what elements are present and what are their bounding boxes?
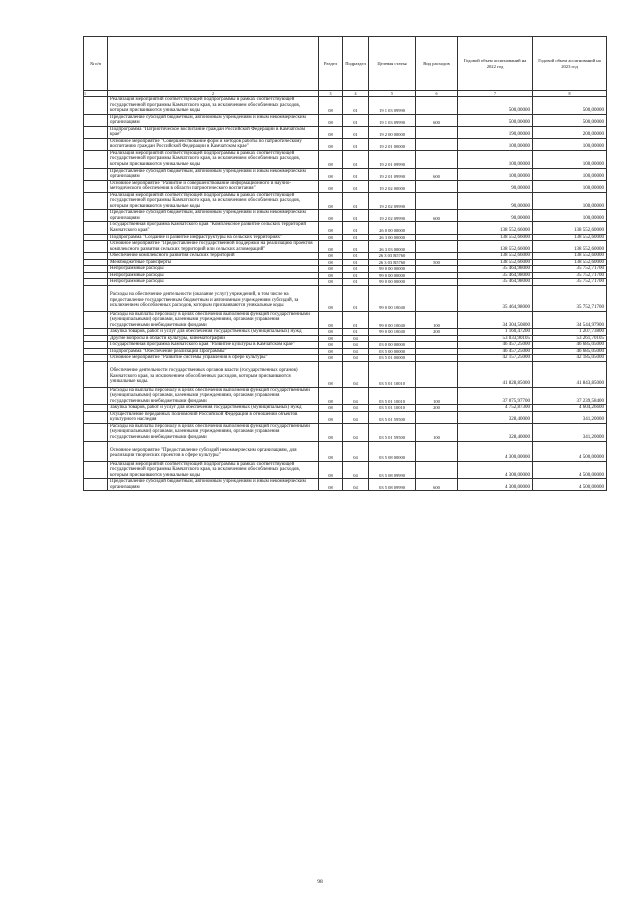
row-target-article: 26 3 03 00000 — [369, 241, 416, 253]
row-name: Предоставление субсидий бюджетным, автономным учреждениям и иным некоммерческим организациям — [108, 479, 319, 491]
row-target-article: 26 0 00 00000 — [369, 222, 416, 234]
row-volume-2023: 35 752,71700 — [533, 279, 607, 286]
table-row — [84, 479, 607, 491]
header-volume-2022: Годовой объем ассигнований на 2022 год — [458, 37, 533, 91]
row-subsection: 04 — [343, 411, 369, 423]
row-section: 08 — [319, 97, 343, 115]
row-name: Подпрограмма "Патриотическое воспитание граждан Российской Федерации в Камчатском крае" — [108, 126, 319, 138]
row-section: 08 — [319, 329, 343, 336]
header-expense-type: Вид расходов — [416, 37, 458, 91]
row-name: Закупка товаров, работ и услуг для обеспечения государственных (муниципальных) нужд — [108, 329, 319, 336]
row-expense-type: 100 — [416, 387, 458, 405]
row-name: Обеспечение деятельности государственных органов власти (государственных органов) Камчатского края, за исключением обособленных расходов, которым присваиваются уникальные коды. — [108, 361, 319, 387]
row-section: 08 — [319, 150, 343, 168]
row-subsection: 04 — [343, 479, 369, 491]
row-volume-2023: 138 552,60000 — [533, 259, 607, 266]
row-target-article: 19 2 00 00000 — [369, 126, 416, 138]
row-name: Расходы на выплаты персоналу в целях обеспечения выполнения функций государственными (муниципальными) органами, казенными учреждениями, органами управления государственными внебюджетными фондами — [108, 423, 319, 441]
row-subsection: 01 — [343, 126, 369, 138]
row-target-article: 26 3 03 R5760 — [369, 259, 416, 266]
row-volume-2023: 35 752,71700 — [533, 285, 607, 311]
row-target-article: 99 0 00 00000 — [369, 266, 416, 273]
row-volume-2023: 46 685,05000 — [533, 342, 607, 349]
row-name: Межбюджетные трансферты — [108, 259, 319, 266]
row-subsection: 01 — [343, 222, 369, 234]
row-expense-type — [416, 285, 458, 311]
row-name: Предоставление субсидий бюджетным, автономным учреждениям и иным некоммерческим организациям — [108, 168, 319, 180]
row-expense-type: 600 — [416, 479, 458, 491]
row-volume-2022: 100,00000 — [458, 168, 533, 180]
column-number: 7 — [458, 91, 533, 97]
row-volume-2022: 41 828,85000 — [458, 361, 533, 387]
row-expense-type: 100 — [416, 423, 458, 441]
row-name: Основное мероприятие "Развитие и совершенствование информационного и научно-методического обеспечения в области патриотического воспитания" — [108, 180, 319, 192]
row-subsection: 04 — [343, 335, 369, 342]
row-volume-2023: 500,00000 — [533, 97, 607, 115]
row-section: 08 — [319, 311, 343, 329]
row-volume-2023: 100,00000 — [533, 180, 607, 192]
row-volume-2023: 4 500,00000 — [533, 479, 607, 491]
header-subsection: Подраздел — [343, 37, 369, 91]
row-volume-2023: 1 207,73800 — [533, 329, 607, 336]
row-section: 08 — [319, 335, 343, 342]
row-expense-type — [416, 97, 458, 115]
row-number-cell — [84, 180, 108, 192]
row-section: 08 — [319, 114, 343, 126]
column-number: 6 — [416, 91, 458, 97]
row-target-article: 03 5 00 00000 — [369, 348, 416, 355]
row-target-article: 03 5 08 00000 — [369, 441, 416, 461]
column-number: 4 — [343, 91, 369, 97]
row-volume-2023: 35 752,71700 — [533, 272, 607, 279]
row-expense-type — [416, 222, 458, 234]
row-number-cell — [84, 114, 108, 126]
row-number-cell — [84, 461, 108, 479]
row-expense-type: 200 — [416, 405, 458, 412]
row-section: 08 — [319, 441, 343, 461]
row-subsection: 01 — [343, 192, 369, 210]
row-target-article: 19 2 02 09990 — [369, 192, 416, 210]
row-expense-type — [416, 180, 458, 192]
row-section: 08 — [319, 180, 343, 192]
row-volume-2023: 138 552,60000 — [533, 222, 607, 234]
row-section: 08 — [319, 423, 343, 441]
row-subsection: 01 — [343, 272, 369, 279]
row-number-cell — [84, 311, 108, 329]
row-number-cell — [84, 97, 108, 115]
row-name: Расходы на выплаты персоналу в целях обеспечения выполнения функций государственными (муниципальными) органами, казенными учреждениями, органами управления государственными внебюджетными фондами — [108, 311, 319, 329]
row-volume-2023: 34 544,97900 — [533, 311, 607, 329]
row-section: 08 — [319, 411, 343, 423]
row-number-cell — [84, 126, 108, 138]
row-volume-2022: 37 075,97700 — [458, 387, 533, 405]
row-subsection: 01 — [343, 97, 369, 115]
row-section: 08 — [319, 285, 343, 311]
row-volume-2023: 4 500,00000 — [533, 441, 607, 461]
row-target-article: 26 3 03 R5760 — [369, 253, 416, 260]
row-target-article: 99 0 00 00000 — [369, 279, 416, 286]
row-target-article: 26 3 00 00000 — [369, 234, 416, 241]
row-name: Непрограммные расходы — [108, 266, 319, 273]
row-number-cell — [84, 168, 108, 180]
row-volume-2022: 90,00000 — [458, 180, 533, 192]
row-expense-type — [416, 150, 458, 168]
table-row — [84, 411, 607, 423]
row-section: 08 — [319, 361, 343, 387]
row-volume-2023: 4 604,26600 — [533, 405, 607, 412]
table-row — [84, 180, 607, 192]
row-expense-type: 600 — [416, 114, 458, 126]
row-volume-2023: 200,00000 — [533, 126, 607, 138]
row-volume-2023: 100,00000 — [533, 168, 607, 180]
row-volume-2022: 34 304,50800 — [458, 311, 533, 329]
row-name: Закупка товаров, работ и услуг для обеспечения государственных (муниципальных) нужд — [108, 405, 319, 412]
column-number: 5 — [369, 91, 416, 97]
row-volume-2023: 41 843,85000 — [533, 361, 607, 387]
row-volume-2022: 4 300,00000 — [458, 461, 533, 479]
row-number-cell — [84, 241, 108, 253]
row-subsection: 01 — [343, 241, 369, 253]
table-row — [84, 126, 607, 138]
row-name: Предоставление субсидий бюджетным, автономным учреждениям и иным некоммерческим организациям — [108, 114, 319, 126]
header-section: Раздел — [319, 37, 343, 91]
row-name: Непрограммные расходы — [108, 272, 319, 279]
table-row — [84, 441, 607, 461]
row-expense-type — [416, 411, 458, 423]
row-subsection: 01 — [343, 114, 369, 126]
row-name: Реализация мероприятий соответствующей подпрограммы в рамках соответствующей государственной программы Камчатского края, за исключением обособленных расходов, которым присваиваются уникальные коды — [108, 461, 319, 479]
row-number-cell — [84, 479, 108, 491]
row-volume-2023: 53 261,70105 — [533, 335, 607, 342]
row-target-article: 03 5 01 59500 — [369, 423, 416, 441]
row-number-cell — [84, 441, 108, 461]
row-subsection: 01 — [343, 210, 369, 222]
row-section: 08 — [319, 234, 343, 241]
row-section: 08 — [319, 138, 343, 150]
row-subsection: 04 — [343, 441, 369, 461]
row-volume-2022: 35 464,98000 — [458, 279, 533, 286]
row-number-cell — [84, 411, 108, 423]
row-volume-2023: 35 752,71700 — [533, 266, 607, 273]
row-volume-2022: 90,00000 — [458, 210, 533, 222]
row-subsection: 01 — [343, 279, 369, 286]
row-volume-2022: 53 033,90105 — [458, 335, 533, 342]
row-volume-2022: 138 552,66000 — [458, 253, 533, 260]
row-name: Реализация мероприятий соответствующей подпрограммы в рамках соответствующей государственной программы Камчатского края, за исключением обособленных расходов, которым присваиваются уникальные коды — [108, 150, 319, 168]
row-section: 08 — [319, 342, 343, 349]
table-row — [84, 210, 607, 222]
row-volume-2023: 37 239,58400 — [533, 387, 607, 405]
row-volume-2022: 138 552,66000 — [458, 222, 533, 234]
row-subsection: 04 — [343, 348, 369, 355]
row-section: 08 — [319, 259, 343, 266]
row-volume-2022: 4 752,87300 — [458, 405, 533, 412]
row-section: 08 — [319, 272, 343, 279]
row-subsection: 01 — [343, 253, 369, 260]
table-row — [84, 423, 607, 441]
row-expense-type: 200 — [416, 329, 458, 336]
row-volume-2023: 46 685,05000 — [533, 348, 607, 355]
row-target-article: 03 5 08 09990 — [369, 461, 416, 479]
header-number: № п/п — [84, 37, 108, 91]
row-target-article: 03 5 08 09990 — [369, 479, 416, 491]
row-name: Государственная программа Камчатского края "Развитие культуры в Камчатском крае" — [108, 342, 319, 349]
table-row — [84, 285, 607, 311]
column-number: 3 — [319, 91, 343, 97]
row-volume-2022: 35 464,98000 — [458, 272, 533, 279]
row-volume-2022: 500,00000 — [458, 97, 533, 115]
row-target-article: 19 2 02 00000 — [369, 180, 416, 192]
row-section: 08 — [319, 168, 343, 180]
row-number-cell — [84, 222, 108, 234]
row-volume-2022: 138 552,66000 — [458, 259, 533, 266]
row-section: 08 — [319, 348, 343, 355]
row-volume-2023: 100,00000 — [533, 138, 607, 150]
row-name: Непрограммные расходы — [108, 279, 319, 286]
row-subsection: 01 — [343, 138, 369, 150]
row-section: 08 — [319, 387, 343, 405]
row-name: Реализация мероприятий соответствующей подпрограммы в рамках соответствующей государственной программы Камчатского края, за исключением обособленных расходов, которым присваиваются уникальные коды — [108, 192, 319, 210]
table-row — [84, 138, 607, 150]
budget-table — [83, 36, 607, 491]
row-subsection: 04 — [343, 361, 369, 387]
row-expense-type — [416, 441, 458, 461]
row-name: Реализация мероприятий соответствующей подпрограммы в рамках соответствующей государственной программы Камчатского края, за исключением обособленных расходов, которым присваиваются уникальные коды — [108, 97, 319, 115]
row-volume-2022: 100,00000 — [458, 150, 533, 168]
row-volume-2022: 46 457,25000 — [458, 342, 533, 349]
row-number-cell — [84, 423, 108, 441]
row-section: 08 — [319, 479, 343, 491]
row-name: Осуществление переданных полномочий Российской Федерации в отношении объектов культурного наследия — [108, 411, 319, 423]
row-subsection: 04 — [343, 355, 369, 362]
row-number-cell — [84, 192, 108, 210]
row-target-article: 19 2 01 09990 — [369, 150, 416, 168]
row-subsection: 04 — [343, 423, 369, 441]
table-header-row — [84, 37, 607, 91]
row-volume-2023: 341,20000 — [533, 423, 607, 441]
row-target-article: 99 0 00 10040 — [369, 285, 416, 311]
row-section: 08 — [319, 266, 343, 273]
row-target-article: 99 0 00 00000 — [369, 272, 416, 279]
row-name: Другие вопросы в области культуры, кинематографии — [108, 335, 319, 342]
table-row — [84, 461, 607, 479]
row-section: 08 — [319, 222, 343, 234]
row-expense-type: 500 — [416, 259, 458, 266]
row-name: Предоставление субсидий бюджетным, автономным учреждениям и иным некоммерческим организациям — [108, 210, 319, 222]
column-number: 2 — [108, 91, 319, 97]
row-volume-2023: 100,00000 — [533, 210, 607, 222]
row-name: Подпрограмма "Обеспечение реализации Программы" — [108, 348, 319, 355]
row-volume-2022: 138 552,66000 — [458, 241, 533, 253]
row-expense-type — [416, 361, 458, 387]
row-volume-2022: 190,00000 — [458, 126, 533, 138]
row-expense-type: 600 — [416, 210, 458, 222]
row-volume-2022: 328,40000 — [458, 411, 533, 423]
table-row — [84, 192, 607, 210]
row-volume-2023: 4 500,00000 — [533, 461, 607, 479]
row-expense-type — [416, 241, 458, 253]
row-expense-type — [416, 138, 458, 150]
row-volume-2023: 138 552,60000 — [533, 241, 607, 253]
row-number-cell — [84, 285, 108, 311]
row-volume-2023: 100,00000 — [533, 192, 607, 210]
row-subsection: 01 — [343, 150, 369, 168]
row-target-article: 99 0 00 10040 — [369, 329, 416, 336]
row-name: Расходы на обеспечение деятельности (оказание услуг) учреждений, в том числе на предоставление государственным бюджетным и автономным учреждениям субсидий, за исключением обособленных расходов, которым присваиваются уникальные коды — [108, 285, 319, 311]
row-subsection: 01 — [343, 329, 369, 336]
row-section: 08 — [319, 241, 343, 253]
row-subsection: 01 — [343, 234, 369, 241]
table-row — [84, 150, 607, 168]
row-subsection: 04 — [343, 405, 369, 412]
row-number-cell — [84, 150, 108, 168]
row-volume-2022: 4 300,00000 — [458, 441, 533, 461]
row-target-article: 03 5 01 00000 — [369, 355, 416, 362]
row-expense-type: 100 — [416, 311, 458, 329]
row-number-cell — [84, 138, 108, 150]
budget-document — [83, 36, 606, 491]
table-row — [84, 114, 607, 126]
column-number: 8 — [533, 91, 607, 97]
header-target-article: Целевая статья — [369, 37, 416, 91]
header-volume-2023: Годовой объем ассигнований на 2023 год — [533, 37, 607, 91]
row-subsection: 04 — [343, 461, 369, 479]
row-target-article: 19 1 03 09990 — [369, 114, 416, 126]
row-volume-2023: 500,00000 — [533, 114, 607, 126]
row-section: 08 — [319, 210, 343, 222]
row-target-article: 03 0 00 00000 — [369, 342, 416, 349]
header-name — [108, 37, 319, 91]
row-target-article: 03 5 01 10010 — [369, 387, 416, 405]
row-volume-2022: 1 160,47200 — [458, 329, 533, 336]
table-row — [84, 387, 607, 405]
row-section: 08 — [319, 279, 343, 286]
row-number-cell — [84, 210, 108, 222]
row-expense-type — [416, 126, 458, 138]
row-target-article: 19 2 01 00000 — [369, 138, 416, 150]
row-name: Основное мероприятие "Предоставление субсидий некоммерческим организациям, для реализации творческих проектов в сфере культуры" — [108, 441, 319, 461]
row-target-article: 19 2 01 09990 — [369, 168, 416, 180]
row-subsection: 01 — [343, 180, 369, 192]
row-section: 08 — [319, 461, 343, 479]
row-section: 08 — [319, 253, 343, 260]
row-volume-2022: 4 300,00000 — [458, 479, 533, 491]
row-name: Государственная программа Камчатского края "Комплексное развитие сельских территорий Камчатского края" — [108, 222, 319, 234]
row-volume-2022: 35 464,98000 — [458, 285, 533, 311]
row-volume-2022: 35 464,98000 — [458, 266, 533, 273]
table-row — [84, 97, 607, 115]
table-row — [84, 311, 607, 329]
row-expense-type — [416, 192, 458, 210]
row-volume-2022: 100,00000 — [458, 138, 533, 150]
page-number: 98 — [317, 879, 323, 885]
row-volume-2022: 46 457,25000 — [458, 348, 533, 355]
row-subsection: 04 — [343, 342, 369, 349]
table-row — [84, 361, 607, 387]
row-subsection: 01 — [343, 311, 369, 329]
row-name: Основное мероприятие "Предоставление государственной поддержки на реализацию проектов комплексного развития сельских территорий или сельских агломераций" — [108, 241, 319, 253]
table-row — [84, 241, 607, 253]
row-expense-type — [416, 461, 458, 479]
row-section: 08 — [319, 192, 343, 210]
column-number: 1 — [84, 91, 108, 97]
row-subsection: 01 — [343, 285, 369, 311]
row-volume-2022: 500,00000 — [458, 114, 533, 126]
row-volume-2023: 100,00000 — [533, 150, 607, 168]
row-volume-2023: 138 552,60000 — [533, 253, 607, 260]
row-volume-2022: 138 552,66000 — [458, 234, 533, 241]
row-volume-2023: 341,20000 — [533, 411, 607, 423]
row-subsection: 01 — [343, 168, 369, 180]
row-target-article: 03 5 01 59500 — [369, 411, 416, 423]
table-row — [84, 168, 607, 180]
table-row — [84, 222, 607, 234]
row-volume-2022: 328,40000 — [458, 423, 533, 441]
row-expense-type: 600 — [416, 168, 458, 180]
row-name: Обеспечение комплексного развития сельских территорий — [108, 253, 319, 260]
row-number-cell — [84, 387, 108, 405]
row-volume-2022: 42 157,25000 — [458, 355, 533, 362]
row-name: Основное мероприятие "Совершенствование форм и методов работы по патриотическому воспитанию граждан Российской Федерации в Камчатском крае" — [108, 138, 319, 150]
row-section: 08 — [319, 405, 343, 412]
row-target-article: 03 5 01 10010 — [369, 361, 416, 387]
row-volume-2023: 42 185,05000 — [533, 355, 607, 362]
row-subsection: 01 — [343, 266, 369, 273]
row-subsection: 01 — [343, 259, 369, 266]
row-target-article: 03 5 01 10010 — [369, 405, 416, 412]
row-target-article: 99 0 00 10040 — [369, 311, 416, 329]
row-volume-2022: 90,00000 — [458, 192, 533, 210]
row-name: Расходы на выплаты персоналу в целях обеспечения выполнения функций государственными (муниципальными) органами, казенными учреждениями, органами управления государственными внебюджетными фондами — [108, 387, 319, 405]
row-target-article: 19 1 03 09990 — [369, 97, 416, 115]
row-section: 08 — [319, 126, 343, 138]
row-name: Основное мероприятие "Развитие системы управления в сфере культуры" — [108, 355, 319, 362]
row-subsection: 04 — [343, 387, 369, 405]
row-name: Подпрограмма "Создание и развитие инфраструктуры на сельских территориях" — [108, 234, 319, 241]
row-number-cell — [84, 361, 108, 387]
row-target-article: 19 2 02 09990 — [369, 210, 416, 222]
row-volume-2023: 138 552,60000 — [533, 234, 607, 241]
row-section: 08 — [319, 355, 343, 362]
